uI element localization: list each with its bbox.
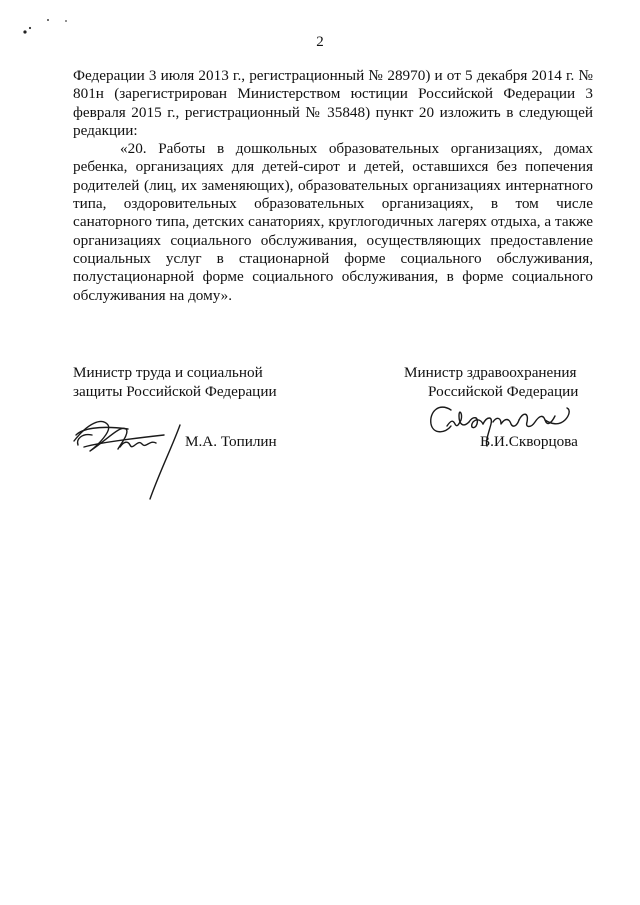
signatory-left-title-line-2: защиты Российской Федерации	[73, 382, 277, 400]
signatory-right-title-line-1: Министр здравоохранения	[404, 364, 577, 381]
signatory-right-name: В.И.Скворцова	[480, 433, 578, 450]
signatory-right-title	[404, 364, 604, 401]
signatory-left-name: М.А. Топилин	[185, 433, 277, 450]
body-paragraph-point-20: «20. Работы в дошкольных образовательных организациях, домах ребенка, организациях для детей-сирот и детей, оставшихся без попечения родителей (лиц, их заменяющих), образовательных организациях интернатного типа, оздоровительных образовательных организациях, в том числе санаторного типа, детских санаториях, круглогодичных лагерях отдыха, а также организациях социального обслуживания, осуществляющих предоставление социальных услуг в стационарной форме социального обслуживания, полустационарной форме социального обслуживания, в форме социального обслуживания на дому».	[73, 140, 593, 304]
signatory-left-title-line-1: Министр труда и социальной	[73, 364, 263, 381]
document-body	[73, 67, 593, 305]
page-number: 2	[316, 34, 324, 50]
body-paragraph-continuation: Федерации 3 июля 2013 г., регистрационный № 28970) и от 5 декабря 2014 г. № 801н (зарегистрирован Министерством юстиции Российской Федерации 3 февраля 2015 г., регистрационный № 35848) пункт 20 изложить в следующей редакции:	[73, 67, 593, 139]
signatory-right-title-line-2: Российской Федерации	[428, 382, 579, 400]
signature-left-handwritten	[68, 395, 198, 505]
